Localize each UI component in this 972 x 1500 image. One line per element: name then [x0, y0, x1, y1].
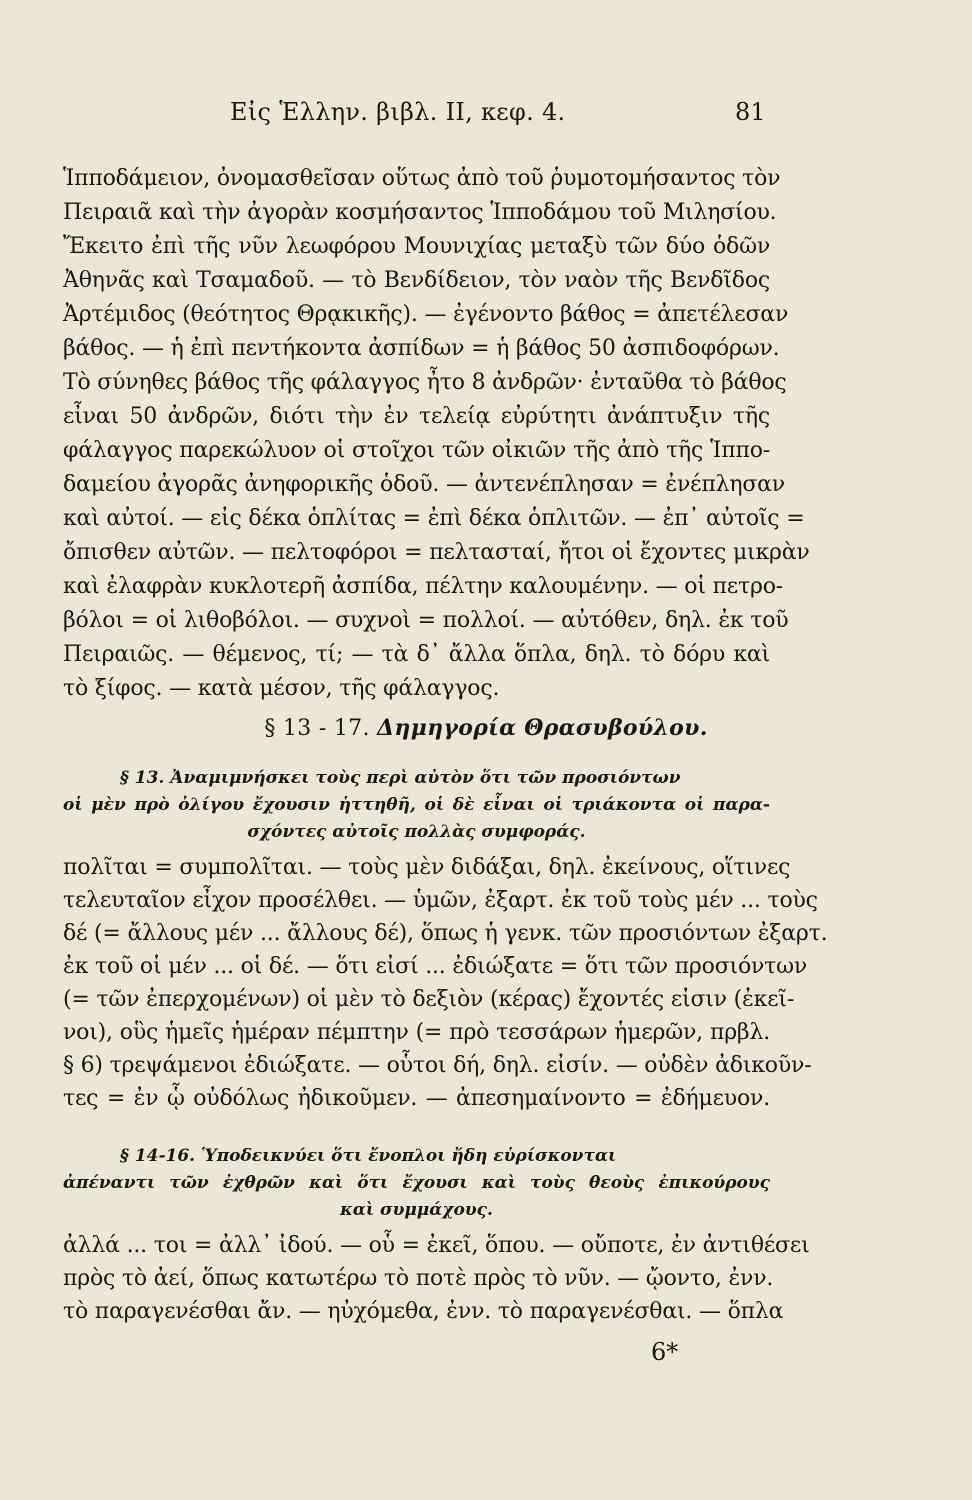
text-line: δέ (= ἄλλους μέν ... ἄλλους δέ), ὅπως ἡ γενκ. τῶν προσιόντων ἐξαρτ.	[63, 921, 828, 946]
section-title: Δημηγορία Θρασυβούλου.	[377, 715, 708, 741]
text-line: καὶ ἐλαφρὰν κυκλοτερῆ ἀσπίδα, πέλτην καλουμένην. — οἱ πετρο-	[63, 574, 783, 599]
text-line: Τὸ σύνηθες βάθος τῆς φάλαγγος ἦτο 8 ἀνδρῶν· ἐνταῦθα τὸ βάθος	[63, 370, 787, 395]
text-line: § 6) τρεψάμενοι ἐδιώξατε. — οὗτοι δή, δηλ. εἰσίν. — οὐδὲν ἀδικοῦν-	[63, 1053, 812, 1078]
summary-line: § 14-16. Ὑποδεικνύει ὅτι ἔνοπλοι ἤδη εὑρίσκονται	[120, 1146, 617, 1166]
text-line: τες = ἐν ᾧ οὐδόλως ἠδικοῦμεν. — ἀπεσημαίνοντο = ἐδήμευον.	[63, 1086, 770, 1111]
text-line: τὸ παραγενέσθαι ἄν. — ηὐχόμεθα, ἐνν. τὸ παραγενέσθαι. — ὅπλα	[63, 1299, 784, 1324]
summary-line: καὶ συμμάχους.	[340, 1200, 493, 1220]
text-line: ἐκ τοῦ οἱ μέν ... οἱ δέ. — ὅτι εἰσί ... ἐδιώξατε = ὅτι τῶν προσιόντων	[63, 954, 808, 979]
text-line: τελευταῖον εἶχον προσέλθει. — ὑμῶν, ἐξαρτ. ἐκ τοῦ τοὺς μέν ... τοὺς	[63, 888, 818, 913]
text-line: νοι), οὓς ἡμεῖς ἡμέραν πέμπτην (= πρὸ τεσσάρων ἡμερῶν, πρβλ.	[63, 1020, 770, 1045]
text-line: βάθος. — ἡ ἐπὶ πεντήκοντα ἀσπίδων = ἡ βάθος 50 ἀσπιδοφόρων.	[63, 336, 780, 361]
summary-line: ἀπέναντι τῶν ἐχθρῶν καὶ ὅτι ἔχουσι καὶ τοὺς θεοὺς ἐπικούρους	[63, 1173, 770, 1193]
commentary-block	[63, 162, 810, 706]
text-line: καὶ αὐτοί. — εἰς δέκα ὁπλίτας = ἐπὶ δέκα ὁπλιτῶν. — ἐπ᾽ αὐτοῖς =	[63, 506, 805, 531]
summary-14	[63, 1143, 770, 1224]
text-line: δαμείου ἀγορᾶς ἀνηφορικῆς ὁδοῦ. — ἀντενέπλησαν = ἐνέπλησαν	[63, 472, 785, 497]
text-line: (= τῶν ἐπερχομένων) οἱ μὲν τὸ δεξιὸν (κέρας) ἔχοντές εἰσιν (ἐκεῖ-	[63, 987, 795, 1012]
page-number: 81	[735, 98, 766, 126]
text-line: Ἀρτέμιδος (θεότητος Θρᾳκικῆς). — ἐγένοντο βάθος = ἀπετέλεσαν	[63, 302, 789, 327]
text-line: ὄπισθεν αὐτῶν. — πελτοφόροι = πελτασταί, ἤτοι οἱ ἔχοντες μικρὰν	[63, 540, 810, 565]
text-line: βόλοι = οἱ λιθοβόλοι. — συχνοὶ = πολλοί. — αὐτόθεν, δηλ. ἐκ τοῦ	[63, 608, 789, 633]
summary-13	[63, 765, 770, 846]
summary-line: οἱ μὲν πρὸ ὀλίγου ἔχουσιν ἡττηθῆ, οἱ δὲ εἶναι οἱ τριάκοντα οἱ παρα-	[63, 795, 770, 815]
text-line: πολῖται = συμπολῖται. — τοὺς μὲν διδάξαι, δηλ. ἐκείνους, οἵτινες	[63, 855, 791, 880]
section-number: § 13 - 17.	[264, 716, 370, 741]
summary-line: σχόντες αὐτοῖς πολλὰς συμφοράς.	[247, 822, 586, 842]
text-line: φάλαγγος παρεκώλυον οἱ στοῖχοι τῶν οἰκιῶν τῆς ἀπὸ τῆς Ἱππο-	[63, 438, 770, 463]
text-line: εἶναι 50 ἀνδρῶν, διότι τὴν ἐν τελείᾳ εὐρύτητι ἀνάπτυξιν τῆς	[63, 404, 770, 429]
paragraph-14	[63, 1229, 810, 1328]
running-head: Εἰς Ἑλλην. βιβλ. II, κεφ. 4.	[230, 98, 566, 126]
text-line: τὸ ξίφος. — κατὰ μέσον, τῆς φάλαγγος.	[63, 676, 500, 701]
section-heading	[0, 715, 972, 741]
text-line: Πειραιῶς. — θέμενος, τί; — τὰ δ᾽ ἄλλα ὅπλα, δηλ. τὸ δόρυ καὶ	[63, 642, 770, 667]
text-line: Πειραιᾶ καὶ τὴν ἀγορὰν κοσμήσαντος Ἱπποδάμου τοῦ Μιλησίου.	[63, 200, 777, 225]
summary-line: § 13. Ἀναμιμνήσκει τοὺς περὶ αὐτὸν ὅτι τῶν προσιόντων	[120, 768, 681, 788]
text-line: Ἱπποδάμειον, ὀνομασθεῖσαν οὕτως ἀπὸ τοῦ ῥυμοτομήσαντος τὸν	[63, 166, 781, 191]
text-line: πρὸς τὸ ἀεί, ὅπως κατωτέρω τὸ ποτὲ πρὸς τὸ νῦν. — ᾤοντο, ἐνν.	[63, 1266, 774, 1291]
text-line: ἀλλά ... τοι = ἀλλ᾽ ἰδού. — οὗ = ἐκεῖ, ὅπου. — οὔποτε, ἐν ἀντιθέσει	[63, 1233, 810, 1258]
paragraph-13	[63, 851, 828, 1115]
signature-mark: 6*	[651, 1338, 679, 1366]
text-line: Ἔκειτο ἐπὶ τῆς νῦν λεωφόρου Μουνιχίας μεταξὺ τῶν δύο ὁδῶν	[63, 234, 770, 259]
text-line: Ἀθηνᾶς καὶ Τσαμαδοῦ. — τὸ Βενδίδειον, τὸν ναὸν τῆς Βενδῖδος	[63, 268, 770, 293]
